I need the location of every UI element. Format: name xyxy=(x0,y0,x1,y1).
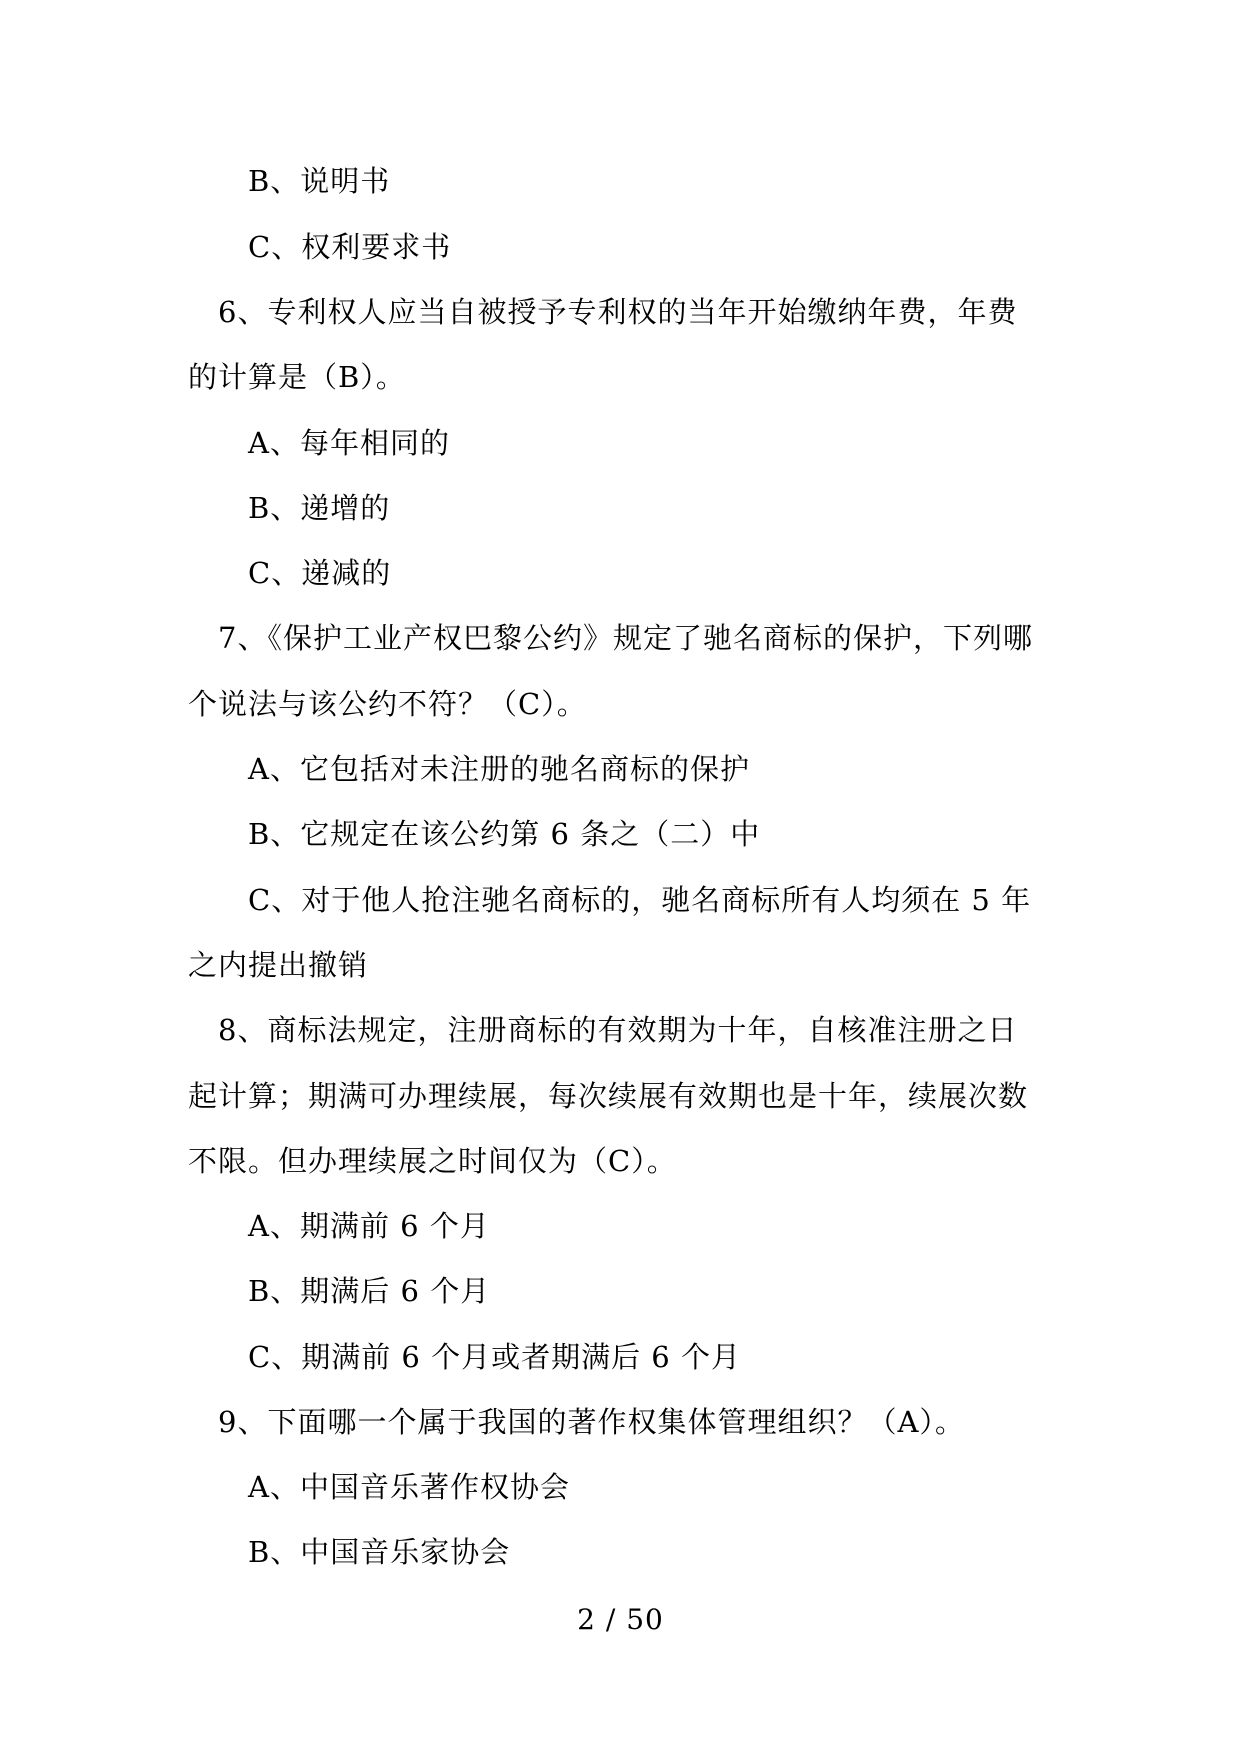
question-6-line-1: 6、专利权人应当自被授予专利权的当年开始缴纳年费，年费 xyxy=(218,295,1018,329)
question-6-line-2: 的计算是（B）。 xyxy=(188,360,406,394)
question-8-option-a: A、期满前 6 个月 xyxy=(248,1209,490,1243)
question-7-line-1: 7、《保护工业产权巴黎公约》规定了驰名商标的保护，下列哪 xyxy=(218,621,1033,655)
question-8-option-c: C、期满前 6 个月或者期满后 6 个月 xyxy=(248,1340,741,1374)
question-7-option-c-line-2: 之内提出撤销 xyxy=(188,948,369,982)
prev-option-c: C、权利要求书 xyxy=(248,230,452,264)
question-7-option-a: A、它包括对未注册的驰名商标的保护 xyxy=(248,752,750,786)
question-8-line-3: 不限。但办理续展之时间仅为（C）。 xyxy=(188,1144,677,1178)
question-6-option-c: C、递减的 xyxy=(248,556,392,590)
prev-option-b: B、说明书 xyxy=(248,164,391,198)
page-number: 2 / 50 xyxy=(577,1603,664,1636)
question-7-option-b: B、它规定在该公约第 6 条之（二）中 xyxy=(248,817,761,851)
question-8-option-b: B、期满后 6 个月 xyxy=(248,1274,491,1308)
question-6-option-b: B、递增的 xyxy=(248,491,391,525)
question-8-line-2: 起计算；期满可办理续展，每次续展有效期也是十年，续展次数 xyxy=(188,1079,1029,1113)
question-9-line-1: 9、下面哪一个属于我国的著作权集体管理组织？（A）。 xyxy=(218,1405,965,1439)
question-8-line-1: 8、商标法规定，注册商标的有效期为十年，自核准注册之日 xyxy=(218,1013,1018,1047)
question-6-option-a: A、每年相同的 xyxy=(248,426,450,460)
question-7-line-2: 个说法与该公约不符？（C）。 xyxy=(188,687,587,721)
question-9-option-b: B、中国音乐家协会 xyxy=(248,1535,511,1569)
question-7-option-c-line-1: C、对于他人抢注驰名商标的，驰名商标所有人均须在 5 年 xyxy=(248,883,1032,917)
question-9-option-a: A、中国音乐著作权协会 xyxy=(248,1470,570,1504)
